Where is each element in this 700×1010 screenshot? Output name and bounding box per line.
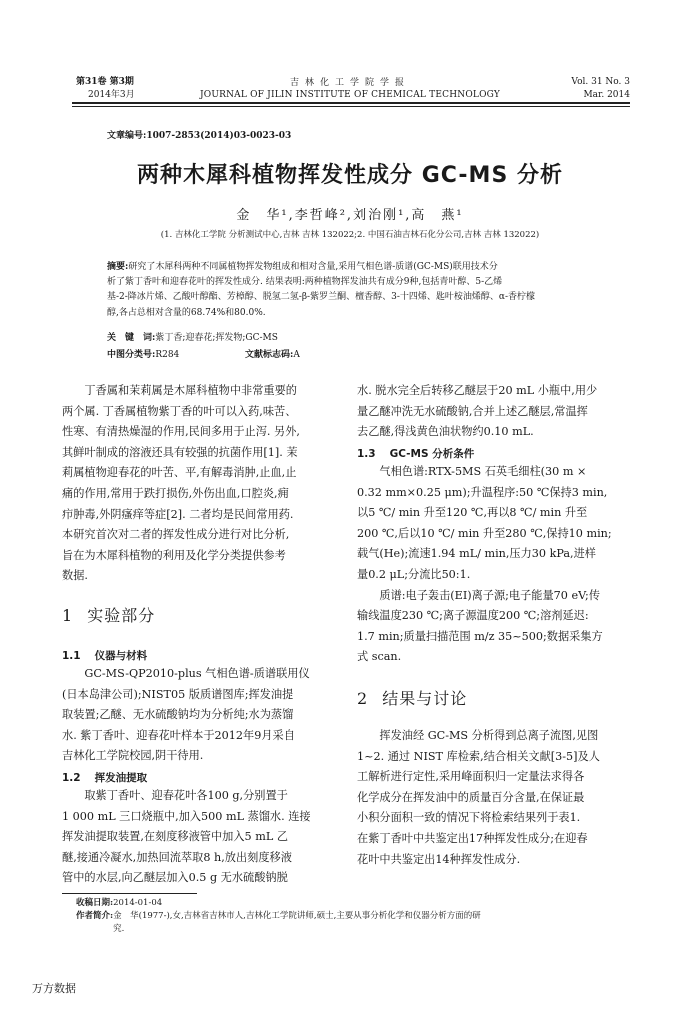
footnote-rule — [62, 893, 197, 894]
left-column: 丁香属和茉莉属是木犀科植物中非常重要的 两个属. 丁香属植物紫丁香的叶可以入药,味苦、 性寒、有清热燥湿的作用,民间多用于止泻. 另外, 其鲜叶制成的溶液还具有较强的抗菌作用[1]. 茉 莉属植物迎春花的叶苦、平,有解毒消肿,止血,止 痛的作用,常用于跌打损伤,外伤出血,口腔炎,痈 疖肿毒,外阴瘙痒等症[2]. 二者均是民间常用药. 本研究首次对二者的挥发性成分进行对比分析, 旨在为木犀科植物的利用及化学分类提供参考 数据. — [62, 384, 300, 583]
author-list: 金 华¹,李哲峰²,刘治刚¹,高 燕¹ — [236, 208, 464, 223]
section-2-heading: 2 结果与讨论 — [357, 689, 468, 708]
section-1-heading: 1 实验部分 — [62, 606, 156, 625]
section-1-2-text: 取紫丁香叶、迎春花叶各100 g,分别置于 1 000 mL 三口烧瓶中,加入500 mL 蒸馏水. 连接 挥发油提取装置,在刻度移液管中加入5 mL 乙 醚,接通冷凝水,加热回流萃取8 h,放出刻度移液 管中的水层,向乙醚层加入0.5 g 无水硫酸钠脱 — [62, 789, 311, 885]
header-rule-thin — [72, 106, 630, 107]
document-code: 文献标志码:A — [245, 350, 300, 360]
section-1-3-heading: 1.3 GC-MS 分析条件 — [357, 448, 475, 460]
section-1-1-text: GC-MS-QP2010-plus 气相色谱-质谱联用仪 (日本岛津公司);NIST05 版质谱图库;挥发油提 取装置;乙醚、无水硫酸钠均为分析纯;水为蒸馏 水. 紫丁香叶、迎春花叶样本于2012年9月采自 吉林化工学院校园,阴干待用. — [62, 667, 310, 763]
journal-name: 吉林化工学院学报 JOURNAL OF JILIN INSTITUTE OF CHEMICAL TECHNOLOGY — [199, 78, 501, 100]
header-rule — [72, 102, 630, 104]
classification-number: 中图分类号:R284 — [107, 350, 180, 360]
keywords: 关 键 词:紫丁香;迎春花;挥发物;GC-MS — [107, 333, 278, 343]
journal-volume: 第31卷 第3期 2014年3月 — [76, 77, 135, 100]
footnote: 收稿日期:2014-01-04 作者简介: 金 华(1977-),女,吉林省吉林市人,吉林化工学院讲师,硕士,主要从事分析化学和仪器分析方面的研 究. — [76, 898, 481, 934]
section-1-1-heading: 1.1 仪器与材料 — [62, 650, 148, 662]
right-column-top: 水. 脱水完全后转移乙醚层于20 mL 小瓶中,用少 量乙醚冲洗无水硫酸钠,合并上述乙醚层,常温挥 去乙醚,得浅黄色油状物约0.10 mL. — [357, 384, 598, 439]
journal-issue-en: Vol. 31 No. 3 Mar. 2014 — [571, 77, 630, 100]
abstract: 摘要:研究了木犀科两种不同属植物挥发物组成和相对含量,采用气相色谱-质谱(GC-MS)联用技术分 析了紫丁香叶和迎春花叶的挥发性成分. 结果表明:两种植物挥发油共有成分9种,包括青叶醇、5-乙烯 基-2-降冰片烯、乙酸叶醇酯、芳樟醇、脱氢二氢-β-紫罗兰酮、檀香醇、3-十四烯、匙叶桉油烯醇、α-香柠檬 醇,各占总相对含量的68.74%和80.0%. — [107, 262, 535, 318]
watermark-text: 万方数据 — [32, 982, 76, 995]
section-1-3-text: 气相色谱:RTX-5MS 石英毛细柱(30 m × 0.32 mm×0.25 μm);升温程序:50 ℃保持3 min, 以5 ℃/ min 升至120 ℃,再以8 ℃/ min 升至 200 ℃,后以10 ℃/ min 升至280 ℃,保持10 min; 载气(He);流速1.94 mL/ min,压力30 kPa,进样 量0.2 μL;分流比50:1. 质谱:电子轰击(EI)离子源;电子能量70 eV;传 输线温度230 ℃;离子源温度200 ℃;溶剂延迟: 1.7 min;质量扫描范围 m/z 35~500;数据采集方 式 scan. — [357, 465, 612, 664]
abstract-label: 摘要: — [107, 262, 129, 272]
section-2-text: 挥发油经 GC-MS 分析得到总离子流图,见图 1~2. 通过 NIST 库检索,结合相关文献[3-5]及人 工解析进行定性,采用峰面积归一定量法求得各 化学成分在挥发油中的质量百分含量,在保证最 小积分面积一致的情况下将检索结果列于表1. 在紫丁香叶中共鉴定出17种挥发性成分;在迎春 花叶中共鉴定出14种挥发性成分. — [357, 729, 600, 866]
affiliation: (1. 吉林化工学院 分析测试中心,吉林 吉林 132022;2. 中国石油吉林石化分公司,吉林 吉林 132022) — [160, 230, 540, 240]
article-id: 文章编号:1007-2853(2014)03-0023-03 — [107, 131, 292, 141]
paper-title: 两种木犀科植物挥发性成分 GC-MS 分析 — [137, 163, 563, 188]
section-1-2-heading: 1.2 挥发油提取 — [62, 772, 148, 784]
